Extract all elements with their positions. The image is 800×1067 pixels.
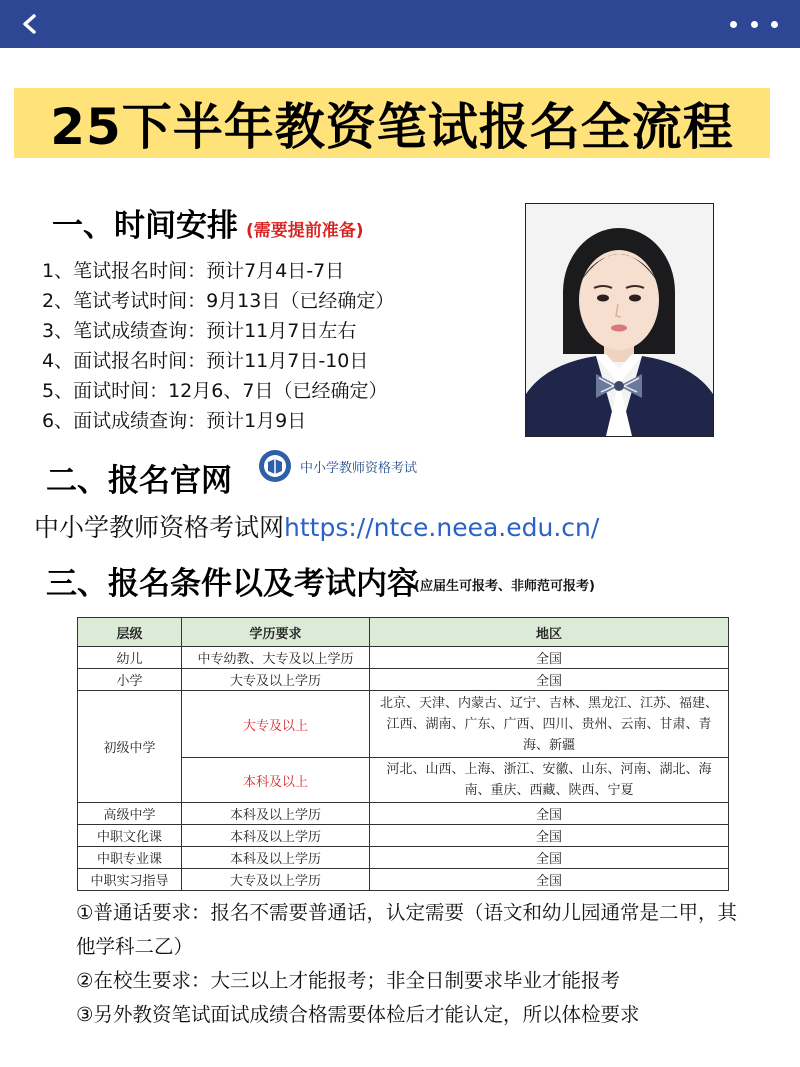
- table-cell: 小学: [78, 669, 182, 691]
- table-cell: 全国: [370, 803, 729, 825]
- id-photo: [525, 203, 714, 437]
- schedule-item: 1、笔试报名时间：预计7月4日-7日: [42, 260, 345, 282]
- table-cell: 本科及以上学历: [182, 847, 370, 869]
- table-cell: 中专幼教、大专及以上学历: [182, 647, 370, 669]
- table-row: [78, 847, 729, 869]
- ntce-logo: [258, 449, 417, 483]
- section-heading-website: 二、报名官网: [46, 463, 232, 499]
- section-heading-schedule: 一、时间安排: [52, 208, 238, 244]
- table-cell: 高级中学: [78, 803, 182, 825]
- table-cell: 河北、山西、上海、浙江、安徽、山东、河南、湖北、海南、重庆、西藏、陕西、宁夏: [370, 758, 729, 803]
- schedule-list: [42, 256, 394, 436]
- table-cell: 本科及以上学历: [182, 803, 370, 825]
- table-row: [78, 869, 729, 891]
- table-cell: 幼儿: [78, 647, 182, 669]
- website-name: 中小学教师资格考试网: [34, 513, 285, 542]
- table-cell: 初级中学: [78, 691, 182, 803]
- table-cell: 中职文化课: [78, 825, 182, 847]
- note-item: ①普通话要求：报名不需要普通话，认定需要（语文和幼儿园通常是二甲，其他学科二乙）: [76, 901, 737, 958]
- requirements-table: [77, 617, 729, 891]
- table-cell: 中职专业课: [78, 847, 182, 869]
- schedule-item: 3、笔试成绩查询：预计11月7日左右: [42, 320, 357, 342]
- table-cell: 全国: [370, 847, 729, 869]
- table-header: 层级: [78, 618, 182, 647]
- note-item: ③另外教资笔试面试成绩合格需要体检后才能认定，所以体检要求: [76, 1003, 640, 1026]
- table-cell: 全国: [370, 647, 729, 669]
- table-cell: 大专及以上学历: [182, 869, 370, 891]
- more-horizontal-icon: [730, 21, 737, 28]
- more-options-button[interactable]: [730, 8, 778, 40]
- notes-block: [76, 896, 740, 1032]
- page-title: 25下半年教资笔试报名全流程: [50, 98, 734, 156]
- table-cell: 本科及以上学历: [182, 825, 370, 847]
- table-cell: 大专及以上学历: [182, 669, 370, 691]
- table-cell: 北京、天津、内蒙古、辽宁、吉林、黑龙江、江苏、福建、江西、湖南、广东、广西、四川、贵州、云南、甘肃、青海、新疆: [370, 691, 729, 758]
- table-cell: 全国: [370, 869, 729, 891]
- table-row: [78, 647, 729, 669]
- back-button[interactable]: [14, 8, 46, 40]
- table-cell: 全国: [370, 669, 729, 691]
- website-line: [34, 508, 599, 544]
- table-cell: 中职实习指导: [78, 869, 182, 891]
- ntce-emblem-icon: [258, 449, 292, 483]
- note-item: ②在校生要求：大三以上才能报考；非全日制要求毕业才能报考: [76, 969, 620, 992]
- table-cell: 大专及以上: [182, 691, 370, 758]
- table-row: [78, 803, 729, 825]
- table-header-row: [78, 618, 729, 647]
- logo-text: 中小学教师资格考试: [300, 460, 418, 476]
- requirements-note: (应届生可报考、非师范可报考): [414, 579, 595, 594]
- table-header: 地区: [370, 618, 729, 647]
- table-row: [78, 669, 729, 691]
- website-url-link[interactable]: https://ntce.neea.edu.cn/: [284, 513, 600, 542]
- table-row: [78, 691, 729, 758]
- table-header: 学历要求: [182, 618, 370, 647]
- section-heading-requirements: 三、报名条件以及考试内容: [46, 566, 418, 602]
- schedule-item: 2、笔试考试时间：9月13日（已经确定）: [42, 290, 395, 312]
- table-cell: 本科及以上: [182, 758, 370, 803]
- chevron-left-icon: [19, 13, 41, 35]
- schedule-note: (需要提前准备): [246, 221, 364, 241]
- schedule-item: 5、面试时间：12月6、7日（已经确定）: [42, 380, 388, 402]
- schedule-item: 6、面试成绩查询：预计1月9日: [42, 410, 307, 432]
- table-row: [78, 825, 729, 847]
- schedule-item: 4、面试报名时间：预计11月7日-10日: [42, 350, 369, 372]
- table-cell: 全国: [370, 825, 729, 847]
- top-nav-bar: [0, 0, 800, 48]
